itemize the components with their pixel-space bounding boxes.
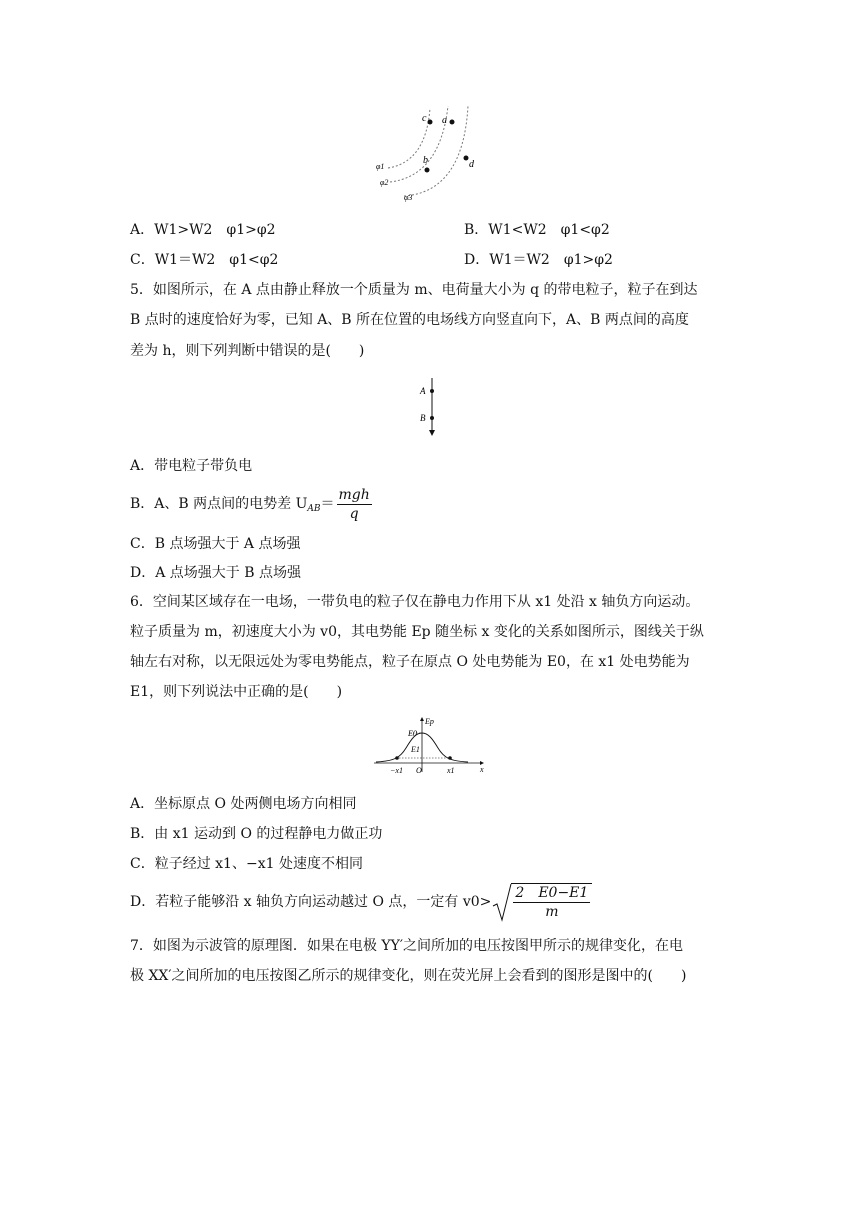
q6-option-c: C．粒子经过 x1、−x1 处速度不相同 — [130, 856, 363, 872]
label-B: B — [420, 413, 426, 423]
q6-option-d — [130, 880, 592, 924]
q6-stem-line1: 6．空间某区域存在一电场，一带负电的粒子仅在静电力作用下从 x1 处沿 x 轴负方向运动。 — [130, 594, 700, 610]
q6-stem-line3: 轴左右对称，以无限远处为零电势能点，粒子在原点 O 处电势能为 E0，在 x1 处电势能为 — [130, 654, 690, 670]
point-a — [450, 120, 455, 125]
point-c — [428, 120, 433, 125]
point-neg-x1 — [395, 756, 399, 760]
q6-fraction — [511, 883, 592, 921]
label-neg-x1: −x1 — [390, 766, 403, 775]
q6-stem-line4: E1，则下列说法中正确的是( ) — [130, 684, 343, 700]
q6-option-d-text: D．若粒子能够沿 x 轴负方向运动越过 O 点，一定有 v0> — [130, 894, 492, 910]
q4-option-b: B．W1<W2 φ1<φ2 — [464, 222, 610, 238]
label-o: O — [416, 766, 422, 775]
label-e0: E0 — [408, 729, 417, 738]
equipotential-arc-phi2 — [390, 106, 448, 182]
q7-stem-line2: 极 XX′之间所加的电压按图乙所示的规律变化，则在荧光屏上会看到的图形是图中的( ) — [130, 968, 687, 984]
q4-option-c: C．W1＝W2 φ1<φ2 — [130, 252, 279, 268]
label-x1: x1 — [447, 766, 455, 775]
q5-option-d: D．A 点场强大于 B 点场强 — [130, 565, 301, 581]
ep-axis-arrow-icon — [420, 717, 424, 721]
q5-option-b-text: B．A、B 两点间的电势差 U — [130, 496, 308, 512]
label-b: b — [423, 155, 428, 166]
field-line-figure — [412, 376, 448, 440]
q6-option-a: A．坐标原点 O 处两侧电场方向相同 — [130, 796, 357, 812]
equipotential-figure — [368, 100, 498, 205]
potential-energy-figure — [370, 714, 490, 776]
label-phi2: φ2 — [380, 178, 389, 187]
q5-stem-line1: 5．如图所示，在 A 点由静止释放一个质量为 m、电荷量大小为 q 的带电粒子，粒子在到达 — [130, 282, 698, 298]
q5-fraction — [337, 486, 372, 523]
q6-stem-line2: 粒子质量为 m，初速度大小为 v0，其电势能 Ep 随坐标 x 变化的关系如图所示，图线关于纵 — [130, 624, 704, 640]
q5-option-c: C．B 点场强大于 A 点场强 — [130, 536, 301, 552]
q4-option-a: A．W1>W2 φ1>φ2 — [130, 222, 276, 238]
q5-stem-line3: 差为 h，则下列判断中错误的是( ) — [130, 343, 365, 359]
label-x: x — [480, 765, 484, 774]
point-b — [425, 168, 430, 173]
q5-stem-line2: B 点时的速度恰好为零，已知 A、B 所在位置的电场线方向竖直向下，A、B 两点间的高度 — [130, 312, 689, 328]
label-e1: E1 — [411, 745, 420, 754]
equipotential-arc-phi3 — [404, 106, 468, 196]
point-B — [430, 416, 434, 420]
q5-fraction-den: q — [349, 505, 359, 522]
point-d — [464, 156, 469, 161]
label-phi3: φ3 — [404, 193, 413, 202]
label-A: A — [420, 386, 426, 396]
q5-option-b-eq: ＝ — [320, 496, 335, 512]
q5-option-a: A．带电粒子带负电 — [130, 458, 253, 474]
q5-option-b-sub: AB — [307, 504, 321, 514]
label-phi1: φ1 — [376, 162, 385, 171]
point-x1 — [448, 756, 452, 760]
q5-fraction-num: mgh — [338, 486, 370, 503]
q7-stem-line1: 7．如图为示波管的原理图．如果在电极 YY′之间所加的电压按图甲所示的规律变化，在电 — [130, 938, 684, 954]
q4-option-d: D．W1＝W2 φ1>φ2 — [464, 252, 613, 268]
q6-fraction-num: 2 E0−E1 — [515, 885, 589, 901]
label-ep: Ep — [425, 717, 434, 726]
q6-fraction-den: m — [545, 904, 559, 920]
q5-option-b — [130, 484, 372, 529]
label-d: d — [469, 159, 474, 170]
point-A — [430, 389, 434, 393]
q6-option-b: B．由 x1 运动到 O 的过程静电力做正功 — [130, 826, 383, 842]
label-a: a — [442, 115, 447, 126]
field-arrow-icon — [429, 430, 435, 436]
label-c: c — [422, 113, 427, 124]
sqrt-sign-icon — [491, 880, 513, 924]
